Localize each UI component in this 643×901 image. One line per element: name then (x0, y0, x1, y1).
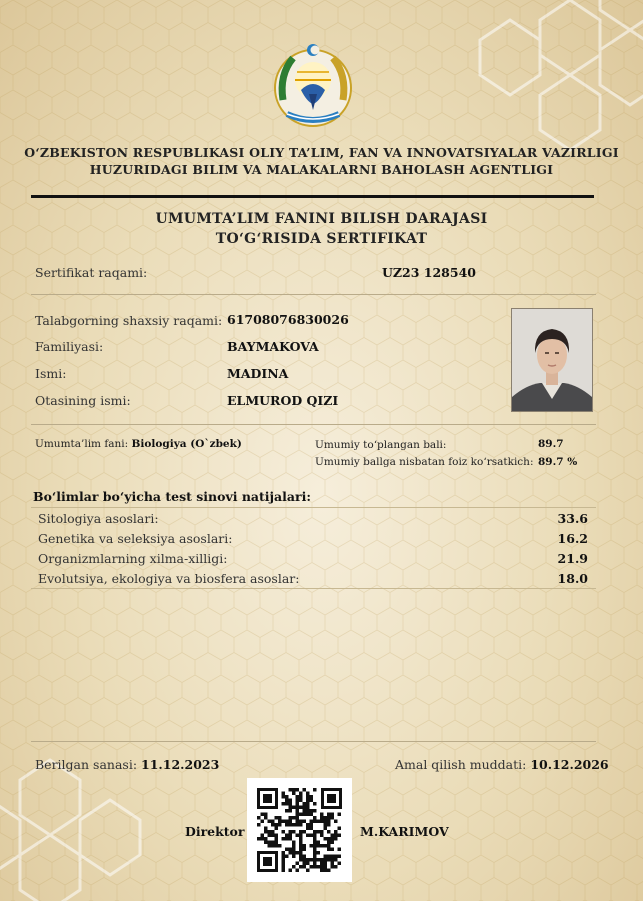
valid-until-row (395, 757, 609, 772)
issue-date-label: Berilgan sanasi: (35, 757, 138, 772)
qr-code-icon (247, 778, 352, 882)
percent-score-label: Umumiy ballga nisbatan foiz ko‘rsatkich: (315, 456, 534, 468)
sections-heading: Bo‘limlar bo‘yicha test sinovi natijalari: (33, 489, 311, 504)
certificate-title-line-2: TO‘G‘RISIDA SERTIFIKAT (215, 231, 428, 247)
director-name: M.KARIMOV (360, 824, 449, 839)
certificate-number-label: Sertifikat raqami: (35, 265, 148, 280)
section-label: Organizmlarning xilma-xilligi: (38, 551, 228, 566)
subject-row (35, 438, 242, 450)
section-score: 18.0 (557, 571, 588, 586)
person-portrait-icon (512, 309, 592, 411)
percent-score-value: 89.7 % (538, 456, 578, 468)
total-score-value: 89.7 (538, 438, 564, 450)
section-label: Genetika va seleksiya asoslari: (38, 531, 233, 546)
divider (31, 424, 596, 425)
state-emblem-icon (271, 40, 355, 130)
issue-date-row (35, 757, 219, 772)
name-value: MADINA (227, 366, 289, 381)
list-item (31, 568, 596, 589)
issue-date-value: 11.12.2023 (141, 757, 220, 772)
list-item (31, 548, 596, 568)
divider (31, 294, 596, 295)
certificate-number-value: UZ23 128540 (382, 265, 476, 280)
list-item (31, 528, 596, 548)
section-label: Sitologiya asoslari: (38, 511, 159, 526)
section-results-list (31, 507, 596, 589)
section-score: 16.2 (557, 531, 588, 546)
subject-label: Umumta’lim fani: (35, 438, 129, 450)
patronymic-label: Otasining ismi: (35, 393, 131, 408)
director-label: Direktor (185, 824, 245, 839)
personal-id-label: Talabgorning shaxsiy raqami: (35, 313, 223, 328)
total-score-label: Umumiy to‘plangan bali: (315, 439, 447, 451)
personal-id-value: 61708076830026 (227, 312, 349, 327)
ministry-line-2: HUZURIDAGI BILIM VA MALAKALARNI BAHOLASH AGENTLIGI (89, 162, 554, 177)
certificate-title-line-1: UMUMTA’LIM FANINI BILISH DARAJASI (155, 211, 488, 227)
section-score: 33.6 (557, 511, 588, 526)
divider (31, 741, 596, 742)
qr-code[interactable] (247, 778, 352, 882)
list-item (31, 507, 596, 528)
corner-ornament-top-right (470, 0, 643, 160)
surname-label: Familiyasi: (35, 339, 104, 354)
patronymic-value: ELMUROD QIZI (227, 393, 339, 408)
name-label: Ismi: (35, 366, 67, 381)
subject-value: Biologiya (O`zbek) (131, 438, 242, 450)
ministry-line-1: O‘ZBEKISTON RESPUBLIKASI OLIY TA’LIM, FAN VA INNOVATSIYALAR VAZIRLIGI (24, 145, 619, 160)
section-score: 21.9 (557, 551, 588, 566)
applicant-photo (511, 308, 593, 412)
header-divider (31, 195, 594, 198)
surname-value: BAYMAKOVA (227, 339, 319, 354)
section-label: Evolutsiya, ekologiya va biosfera asoslar: (38, 571, 300, 586)
valid-until-value: 10.12.2026 (530, 757, 609, 772)
valid-until-label: Amal qilish muddati: (395, 757, 527, 772)
